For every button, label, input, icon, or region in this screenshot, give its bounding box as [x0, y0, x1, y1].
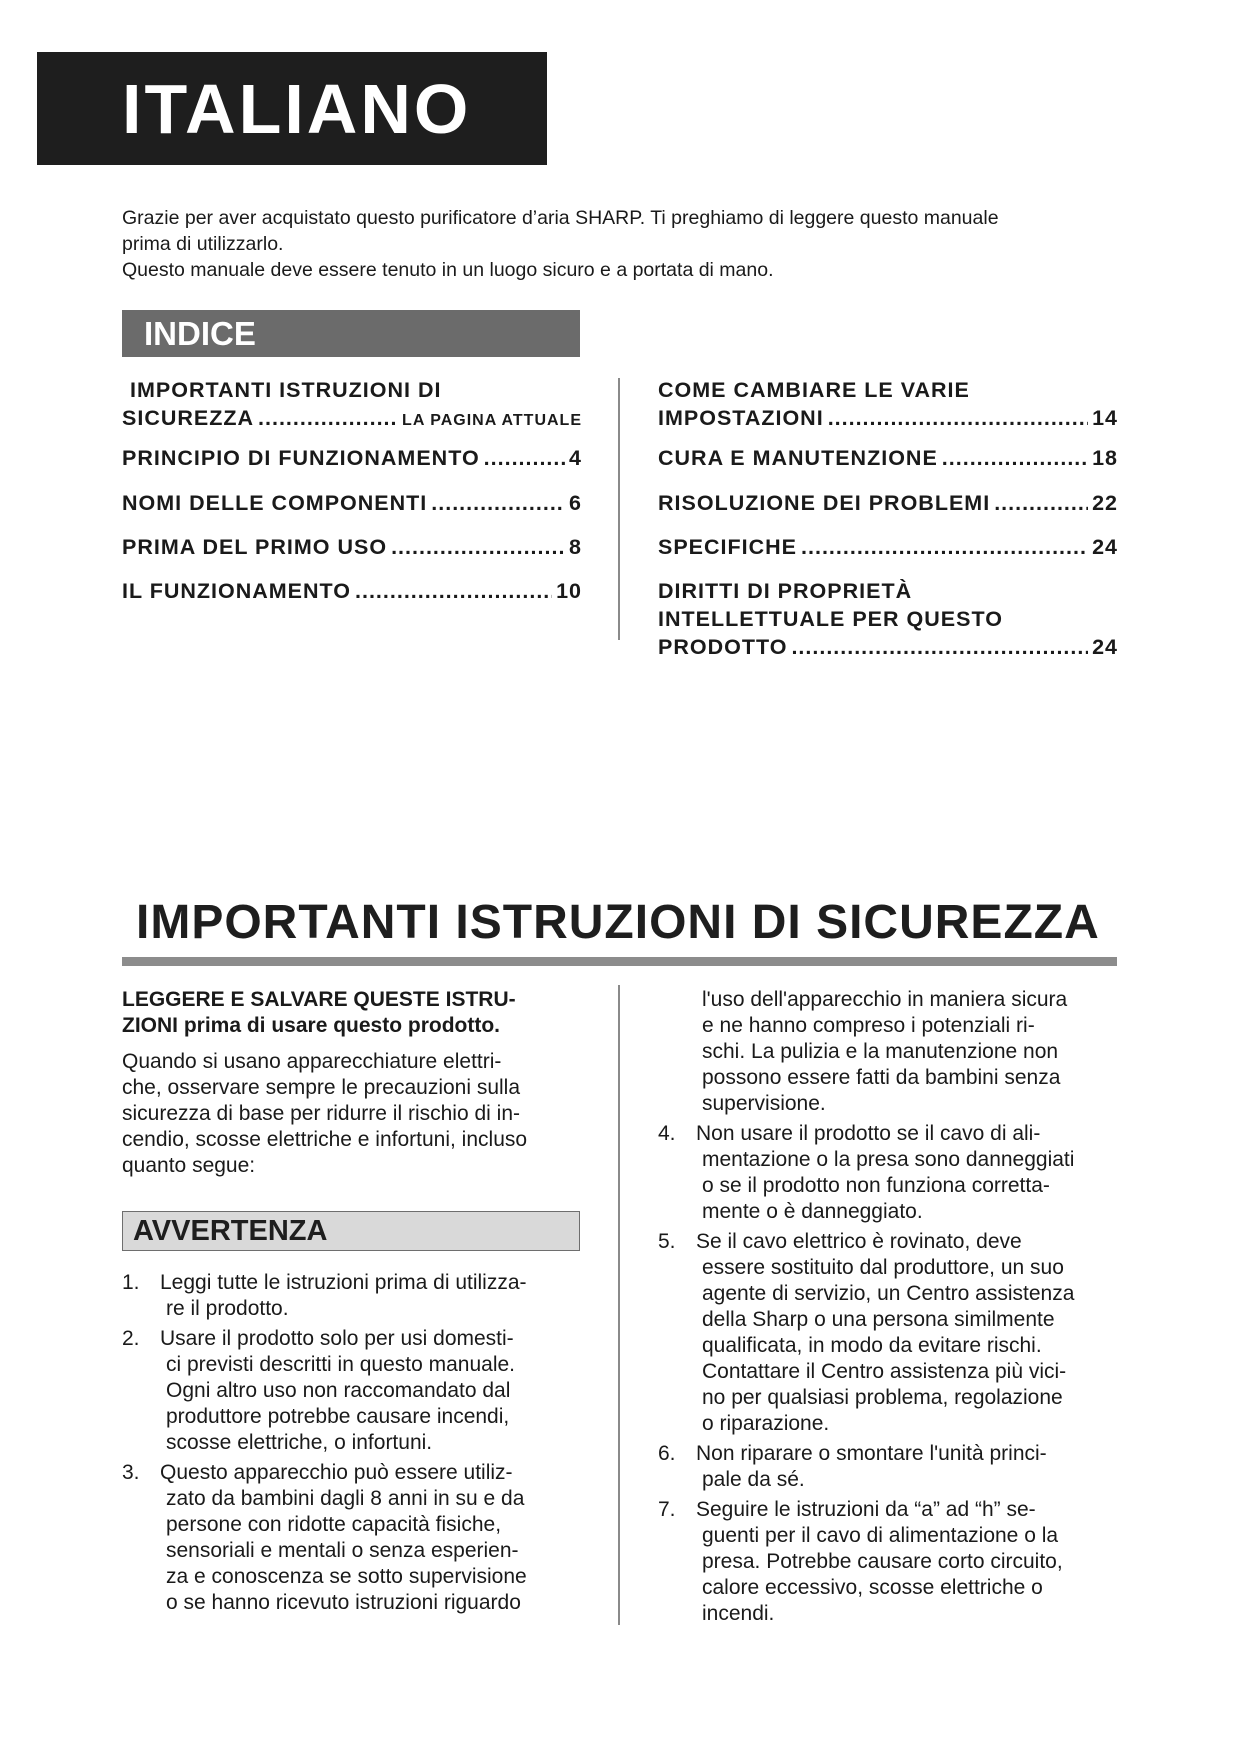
list-line: presa. Potrebbe causare corto circuito, [702, 1550, 1063, 1573]
toc-leader-dots [355, 577, 552, 605]
warning-list-left [122, 1270, 592, 1616]
toc-leader-dots [431, 489, 565, 517]
toc-entry-page: 6 [569, 491, 582, 515]
list-line: Leggi tutte le istruzioni prima di utilizza- [160, 1271, 527, 1294]
list-line: re il prodotto. [166, 1297, 289, 1320]
list-item [658, 1121, 1123, 1225]
lead-line: ZIONI prima di usare questo prodotto. [122, 1014, 501, 1037]
language-banner [37, 52, 547, 165]
paragraph-line: Quando si usano apparecchiature elettri- [122, 1050, 502, 1073]
toc-leader-dots [828, 404, 1088, 432]
list-line: qualificata, in modo da evitare rischi. [702, 1334, 1042, 1357]
toc-entry-specifiche[interactable] [658, 533, 1118, 561]
list-line: Usare il prodotto solo per usi domesti- [160, 1327, 514, 1350]
warning-label: AVVERTENZA [133, 1215, 328, 1247]
list-line: guenti per il cavo di alimentazione o la [702, 1524, 1059, 1547]
toc-entry-funzionamento[interactable] [122, 577, 582, 605]
toc-entry-label: NOMI DELLE COMPONENTI [122, 491, 428, 515]
intro-line-2: prima di utilizzarlo. [122, 233, 284, 255]
list-item [658, 1229, 1123, 1437]
list-line: pale da sé. [702, 1468, 805, 1491]
intro-line-3: Questo manuale deve essere tenuto in un luogo sicuro e a portata di mano. [122, 259, 774, 281]
list-line: Non riparare o smontare l'unità princi- [696, 1442, 1047, 1465]
list-line: Se il cavo elettrico è rovinato, deve [696, 1230, 1022, 1253]
toc-leader-dots [258, 404, 398, 432]
language-title: ITALIANO [122, 70, 472, 148]
toc-entry-label: PRINCIPIO DI FUNZIONAMENTO [122, 446, 480, 470]
paragraph-line: quanto segue: [122, 1154, 256, 1177]
safety-section-title: IMPORTANTI ISTRUZIONI DI SICUREZZA [136, 896, 1100, 949]
index-title: INDICE [144, 315, 256, 352]
list-line: ci previsti descritti in questo manuale. [166, 1353, 515, 1376]
intro-text [122, 205, 1122, 283]
list-line: schi. La pulizia e la manutenzione non [702, 1040, 1059, 1063]
toc-entry-cura[interactable] [658, 444, 1118, 472]
toc-entry-impostazioni[interactable] [658, 376, 1118, 432]
toc-entry-page: 24 [1092, 635, 1118, 659]
toc-entry-label: CURA E MANUTENZIONE [658, 446, 938, 470]
toc-entry-line [122, 444, 582, 472]
toc-entry-page: 10 [556, 579, 582, 603]
toc-entry-page: 18 [1092, 446, 1118, 470]
toc-entry-label: SICUREZZA [122, 406, 255, 430]
list-line: scosse elettriche, o infortuni. [166, 1431, 433, 1454]
paragraph-line: che, osservare sempre le precauzioni sulla [122, 1076, 521, 1099]
toc-entry-line [658, 444, 1118, 472]
toc-leader-dots [484, 444, 565, 472]
toc-entry-line [122, 404, 582, 435]
list-line: za e conoscenza se sotto supervisione [166, 1565, 527, 1588]
toc-entry-page: 14 [1092, 406, 1118, 430]
toc-entry-line: DIRITTI DI PROPRIETÀ [658, 579, 913, 603]
index-heading [122, 310, 580, 357]
toc-entry-page: 22 [1092, 491, 1118, 515]
toc-entry-line: COME CAMBIARE LE VARIE [658, 378, 970, 402]
safety-right-column [658, 987, 1123, 1627]
toc-entry-label: RISOLUZIONE DEI PROBLEMI [658, 491, 991, 515]
column-divider [618, 985, 620, 1625]
list-line: essere sostituito dal produttore, un suo [702, 1256, 1064, 1279]
list-number: 5. [658, 1230, 676, 1253]
toc-entry-line [658, 404, 1118, 432]
safety-left-column [122, 987, 587, 1179]
toc-entry-prima[interactable] [122, 533, 582, 561]
list-number: 2. [122, 1327, 140, 1350]
list-line: mentazione o la presa sono danneggiati [702, 1148, 1075, 1171]
toc-leader-dots [801, 533, 1088, 561]
list-line: Seguire le istruzioni da “a” ad “h” se- [696, 1498, 1036, 1521]
list-line: Ogni altro uso non raccomandato dal [166, 1379, 511, 1402]
list-line: Contattare il Centro assistenza più vici- [702, 1360, 1067, 1383]
list-line: calore eccessivo, scosse elettriche o [702, 1576, 1043, 1599]
list-item [122, 1326, 592, 1456]
toc-entry-line [122, 533, 582, 561]
toc-entry-line [658, 489, 1118, 517]
list-item [658, 1441, 1123, 1493]
toc-entry-label: PRIMA DEL PRIMO USO [122, 535, 388, 559]
list-item-continuation [658, 987, 1123, 1117]
toc-entry-page: 4 [569, 446, 582, 470]
list-line: l'uso dell'apparecchio in maniera sicura [702, 988, 1068, 1011]
list-line: possono essere fatti da bambini senza [702, 1066, 1061, 1089]
list-number: 4. [658, 1122, 676, 1145]
toc-entry-page: 24 [1092, 535, 1118, 559]
toc-entry-page: 8 [569, 535, 582, 559]
toc-entry-line: IMPORTANTI ISTRUZIONI DI [130, 378, 442, 402]
toc-entry-label: PRODOTTO [658, 635, 788, 659]
toc-leader-dots [994, 489, 1088, 517]
toc-entry-line: INTELLETTUALE PER QUESTO [658, 607, 1003, 631]
toc-entry-line [122, 577, 582, 605]
list-line: produttore potrebbe causare incendi, [166, 1405, 510, 1428]
list-item [122, 1460, 592, 1616]
list-line: agente di servizio, un Centro assistenza [702, 1282, 1075, 1305]
toc-leader-dots [391, 533, 565, 561]
toc-entry-principio[interactable] [122, 444, 582, 472]
toc-entry-page: LA PAGINA ATTUALE [402, 412, 582, 429]
list-line: Questo apparecchio può essere utiliz- [160, 1461, 513, 1484]
list-line: no per qualsiasi problema, regolazione [702, 1386, 1063, 1409]
list-line: sensoriali e mentali o senza esperien- [166, 1539, 519, 1562]
safety-paragraph [122, 1049, 587, 1179]
list-line: persone con ridotte capacità fisiche, [166, 1513, 502, 1536]
toc-entry-nomi[interactable] [122, 489, 582, 517]
list-line: supervisione. [702, 1092, 826, 1115]
list-item [122, 1270, 592, 1322]
intro-line-1: Grazie per aver acquistato questo purificatore d’aria SHARP. Ti preghiamo di leggere questo manuale [122, 207, 999, 229]
list-line: o se il prodotto non funziona corretta- [702, 1174, 1050, 1197]
paragraph-line: sicurezza di base per ridurre il rischio di in- [122, 1102, 520, 1125]
list-line: mente o è danneggiato. [702, 1200, 923, 1223]
toc-entry-label: SPECIFICHE [658, 535, 798, 559]
toc-entry-label: IL FUNZIONAMENTO [122, 579, 352, 603]
toc-entry-diritti[interactable] [658, 577, 1118, 661]
list-line: zato da bambini dagli 8 anni in su e da [166, 1487, 525, 1510]
list-line: o se hanno ricevuto istruzioni riguardo [166, 1591, 521, 1614]
lead-line: LEGGERE E SALVARE QUESTE ISTRU- [122, 988, 516, 1011]
warning-heading [122, 1211, 580, 1251]
list-line: della Sharp o una persona similmente [702, 1308, 1055, 1331]
list-number: 3. [122, 1461, 140, 1484]
list-line: o riparazione. [702, 1412, 830, 1435]
list-item [658, 1497, 1123, 1627]
toc-column-divider [618, 378, 620, 640]
toc-entry-label: IMPOSTAZIONI [658, 406, 824, 430]
toc-leader-dots [791, 633, 1088, 661]
toc-entry-line [122, 489, 582, 517]
section-divider [122, 957, 1117, 966]
list-line: e ne hanno compreso i potenziali ri- [702, 1014, 1035, 1037]
toc-entry-sicurezza[interactable] [122, 376, 582, 435]
toc-entry-line [658, 633, 1118, 661]
list-number: 6. [658, 1442, 676, 1465]
list-number: 1. [122, 1271, 140, 1294]
toc-entry-risoluzione[interactable] [658, 489, 1118, 517]
list-number: 7. [658, 1498, 676, 1521]
list-line: incendi. [702, 1602, 775, 1625]
toc-leader-dots [942, 444, 1088, 472]
safety-lead [122, 987, 587, 1039]
toc-entry-line [658, 533, 1118, 561]
paragraph-line: cendio, scosse elettriche e infortuni, incluso [122, 1128, 528, 1151]
list-line: Non usare il prodotto se il cavo di ali- [696, 1122, 1041, 1145]
